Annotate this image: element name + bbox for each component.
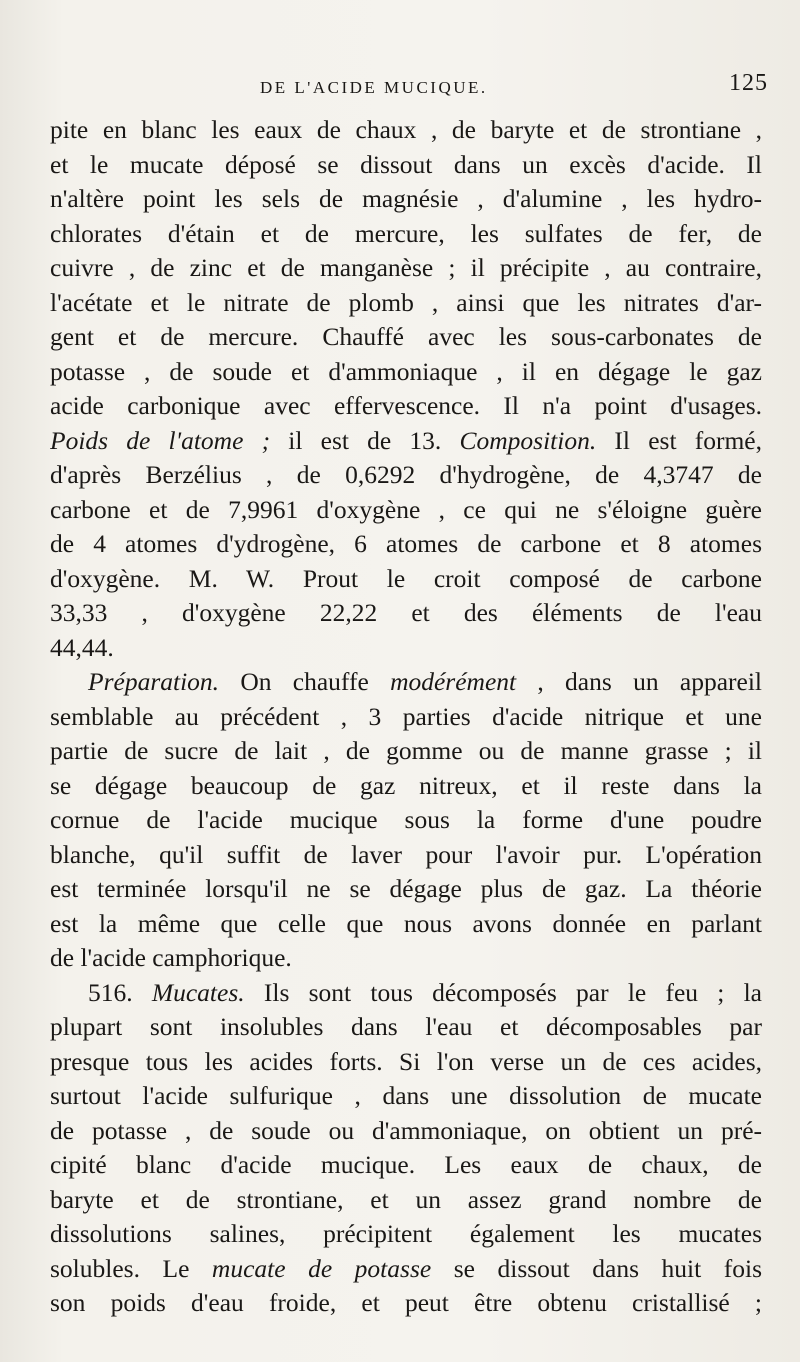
text-line <box>50 700 762 735</box>
text-line <box>50 803 762 838</box>
body-text <box>50 113 762 1321</box>
text-line <box>50 251 762 286</box>
italic-text: Mucates. <box>151 977 245 1007</box>
text-segment: Il est formé, <box>596 425 762 455</box>
text-line <box>50 907 762 942</box>
text-line <box>50 217 762 252</box>
text-segment: 516. <box>88 977 152 1007</box>
text-segment: est terminée lorsqu'il ne se dégage plus de gaz. La théorie <box>50 874 762 903</box>
text-line <box>50 355 762 390</box>
text-segment: cornue de l'acide mucique sous la forme d'une poudre <box>50 805 762 834</box>
text-line <box>50 389 762 424</box>
text-line <box>50 1148 762 1183</box>
text-line <box>50 113 762 148</box>
text-segment: il est de 13. <box>270 425 460 455</box>
page-number: 125 <box>729 70 768 96</box>
text-line <box>50 527 762 562</box>
text-line <box>50 1010 762 1045</box>
text-line <box>50 424 762 459</box>
text-line <box>50 872 762 907</box>
italic-text: mucate de potasse <box>211 1253 432 1283</box>
text-line <box>50 941 762 976</box>
text-line <box>50 1114 762 1149</box>
text-segment: n'altère point les sels de magnésie , d'alumine , les hydro- <box>50 184 762 213</box>
text-segment: presque tous les acides forts. Si l'on verse un de ces acides, <box>50 1046 762 1076</box>
text-segment: 44,44. <box>50 632 114 662</box>
text-line <box>50 631 762 666</box>
text-segment: surtout l'acide sulfurique , dans une dissolution de mucate <box>50 1081 762 1110</box>
text-segment: blanche, qu'il suffit de laver pour l'avoir pur. L'opération <box>50 839 762 869</box>
text-segment: se dégage beaucoup de gaz nitreux, et il reste dans la <box>50 770 762 800</box>
text-line <box>50 1252 762 1287</box>
text-segment: et le mucate déposé se dissout dans un excès d'acide. Il <box>50 149 762 179</box>
text-segment: pite en blanc les eaux de chaux , de baryte et de strontiane , <box>50 115 762 144</box>
text-segment: cuivre , de zinc et de manganèse ; il précipite , au contraire, <box>50 253 762 282</box>
italic-text: Poids de l'atome ; <box>50 425 271 455</box>
text-segment: l'acétate et le nitrate de plomb , ainsi que les nitrates d'ar- <box>50 287 762 317</box>
text-line <box>50 320 762 355</box>
text-segment: dissolutions salines, précipitent également les mucates <box>50 1219 762 1248</box>
text-line <box>50 148 762 183</box>
text-line <box>50 1286 762 1321</box>
text-line <box>50 838 762 873</box>
italic-text: Préparation. <box>88 667 220 696</box>
text-line <box>50 596 762 631</box>
text-line <box>50 1045 762 1080</box>
text-line <box>50 286 762 321</box>
page-header <box>250 70 770 104</box>
text-segment: potasse , de soude et d'ammoniaque , il en dégage le gaz <box>50 356 762 386</box>
text-line <box>50 562 762 597</box>
text-segment: gent et de mercure. Chauffé avec les sous-carbonates de <box>50 322 762 351</box>
text-segment: carbone et de 7,9961 d'oxygène , ce qui ne s'éloigne guère <box>50 494 762 524</box>
text-segment: de 4 atomes d'ydrogène, 6 atomes de carbone et 8 atomes <box>50 529 762 558</box>
text-line <box>50 1079 762 1114</box>
italic-text: modérément <box>390 667 517 696</box>
text-segment: acide carbonique avec effervescence. Il n'a point d'usages. <box>50 391 762 420</box>
text-segment: semblable au précédent , 3 parties d'acide nitrique et une <box>50 701 762 731</box>
running-title: DE L'ACIDE MUCIQUE. <box>260 78 488 97</box>
text-line <box>50 665 762 700</box>
text-segment: On chauffe <box>219 667 391 696</box>
text-segment: de potasse , de soude ou d'ammoniaque, on obtient un pré- <box>50 1115 762 1145</box>
text-segment: , dans un appareil <box>516 667 762 696</box>
text-segment: se dissout dans huit fois <box>431 1253 762 1283</box>
text-line <box>50 976 762 1011</box>
text-line <box>50 182 762 217</box>
text-line <box>50 458 762 493</box>
text-segment: solubles. Le <box>50 1253 212 1283</box>
text-line <box>50 493 762 528</box>
text-segment: son poids d'eau froide, et peut être obtenu cristallisé ; <box>50 1288 762 1317</box>
text-line <box>50 734 762 769</box>
text-line <box>50 769 762 804</box>
text-segment: Ils sont tous décomposés par le feu ; la <box>244 977 762 1007</box>
text-segment: chlorates d'étain et de mercure, les sulfates de fer, de <box>50 218 762 248</box>
text-segment: de l'acide camphorique. <box>50 943 292 972</box>
text-segment: d'oxygène. M. W. Prout le croit composé de carbone <box>50 563 762 593</box>
text-segment: baryte et de strontiane, et un assez grand nombre de <box>50 1184 762 1214</box>
text-segment: 33,33 , d'oxygène 22,22 et des éléments de l'eau <box>50 598 762 627</box>
text-segment: d'après Berzélius , de 0,6292 d'hydrogène, de 4,3747 de <box>50 460 762 489</box>
text-line <box>50 1217 762 1252</box>
text-segment: plupart sont insolubles dans l'eau et décomposables par <box>50 1012 762 1041</box>
italic-text: Composition. <box>459 425 597 455</box>
text-segment: cipité blanc d'acide mucique. Les eaux de chaux, de <box>50 1150 762 1179</box>
text-segment: partie de sucre de lait , de gomme ou de manne grasse ; il <box>50 736 762 765</box>
text-segment: est la même que celle que nous avons donnée en parlant <box>50 908 762 938</box>
text-line <box>50 1183 762 1218</box>
